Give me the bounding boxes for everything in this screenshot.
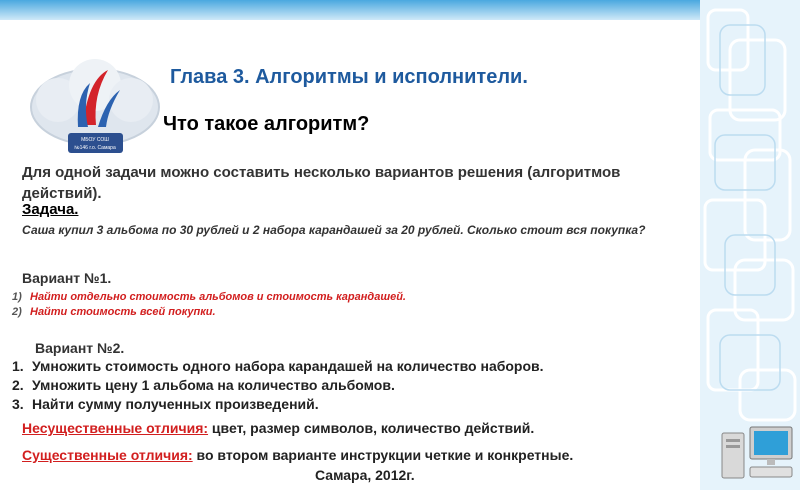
task-label: Задача. [22, 201, 79, 218]
list-item [12, 395, 544, 414]
intro-text: Для одной задачи можно составить несколько вариантов решения (алгоритмов действий). [22, 164, 621, 202]
step-number: 1) [12, 291, 22, 303]
list-item [12, 357, 544, 376]
list-item [12, 376, 544, 395]
step-text: Умножить цену 1 альбома на количество альбомов. [32, 377, 395, 393]
step-number: 1. [12, 358, 24, 374]
step-number: 2. [12, 377, 24, 393]
nonessential-differences [22, 420, 534, 436]
nonessential-label: Несущественные отличия: [22, 420, 209, 436]
variant1-label: Вариант №1. [22, 270, 112, 286]
variant2-steps [12, 357, 544, 414]
step-text: Найти стоимость всей покупки. [30, 306, 216, 318]
computer-icon [720, 425, 795, 485]
variant1-steps [12, 290, 406, 320]
footer-text: Самара, 2012г. [315, 467, 415, 483]
school-logo [28, 55, 163, 165]
top-gradient-bar [0, 0, 700, 20]
logo-text-line2: №146 г.о. Самара [74, 145, 116, 151]
step-text: Найти отдельно стоимость альбомов и стоимость карандашей. [30, 291, 406, 303]
step-text: Умножить стоимость одного набора карандашей на количество наборов. [32, 358, 544, 374]
logo-text-line1: МБОУ СОШ [81, 137, 109, 143]
variant2-label: Вариант №2. [35, 340, 125, 356]
essential-text: во втором варианте инструкции четкие и конкретные. [192, 447, 574, 463]
step-number: 3. [12, 396, 24, 412]
step-number: 2) [12, 306, 22, 318]
decorative-pattern [700, 0, 800, 490]
nonessential-text: цвет, размер символов, количество действий. [208, 420, 535, 436]
slide-subtitle: Что такое алгоритм? [163, 113, 370, 135]
essential-differences [22, 447, 573, 463]
slide-title: Глава 3. Алгоритмы и исполнители. [170, 66, 528, 88]
list-item [12, 305, 406, 320]
task-text: Саша купил 3 альбома по 30 рублей и 2 набора карандашей за 20 рублей. Сколько стоит вся покупка? [22, 223, 646, 237]
step-text: Найти сумму полученных произведений. [32, 396, 319, 412]
list-item [12, 290, 406, 305]
essential-label: Существенные отличия: [22, 447, 193, 463]
